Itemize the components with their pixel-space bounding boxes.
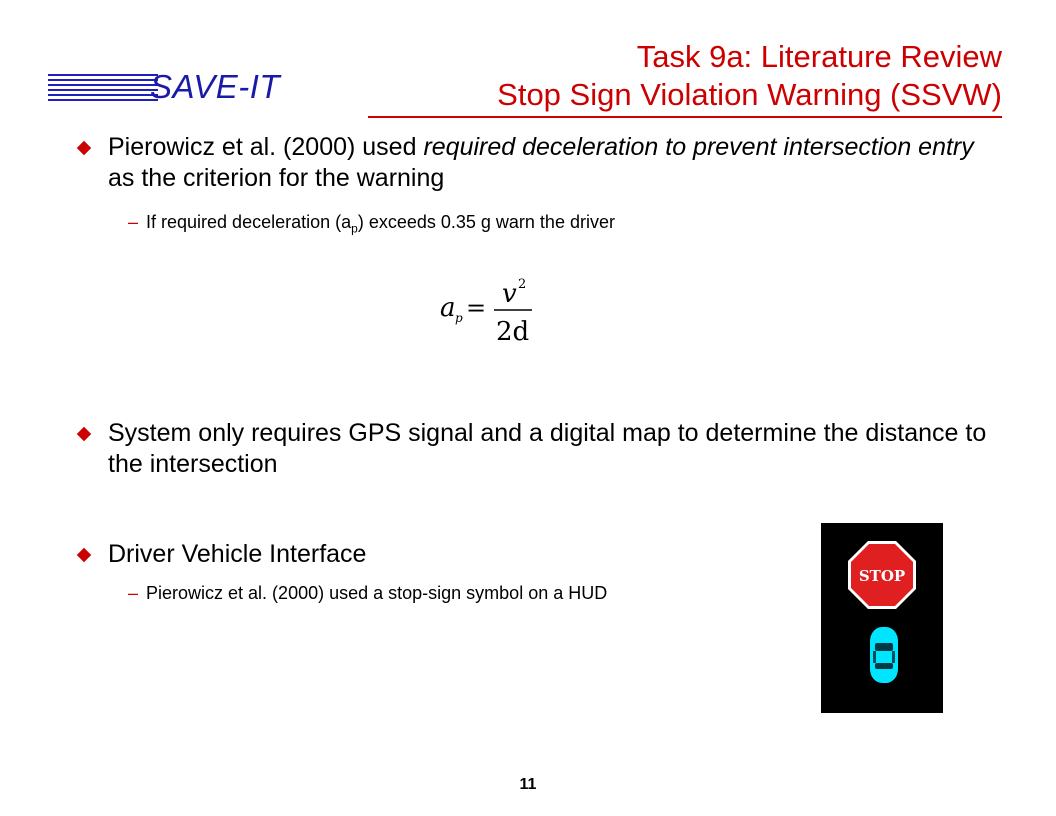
hud-graphic — [821, 523, 943, 713]
car-icon — [870, 627, 898, 683]
bullet-1-text — [108, 132, 978, 194]
subbullet-1 — [128, 212, 615, 236]
title-line-2: Stop Sign Violation Warning (SSVW) — [497, 77, 1002, 112]
bullet-diamond-icon — [77, 427, 91, 441]
dash-icon: – — [128, 212, 139, 232]
bullet-diamond-icon — [77, 548, 91, 562]
logo-speed-lines — [48, 74, 158, 104]
slide-title — [497, 38, 1002, 114]
subbullet-1-suffix: ) exceeds 0.35 g warn the driver — [357, 212, 615, 232]
formula-equals: = — [466, 294, 487, 322]
title-underline — [368, 116, 1002, 118]
stop-sign-text: STOP — [858, 567, 906, 585]
formula-lhs: a — [440, 293, 456, 323]
dash-icon: – — [128, 583, 139, 603]
deceleration-formula — [440, 274, 550, 350]
title-line-1: Task 9a: Literature Review — [636, 39, 1002, 74]
subbullet-1-text — [146, 212, 615, 236]
subbullet-2-text: Pierowicz et al. (2000) used a stop-sign symbol on a HUD — [146, 583, 608, 603]
formula-denominator: 2d — [496, 317, 530, 347]
hud-stop-sign-image — [821, 523, 943, 713]
bullet-3 — [78, 539, 778, 570]
bullet-2-text: System only requires GPS signal and a digital map to determine the distance to the intersection — [108, 419, 987, 478]
bullet-3-text: Driver Vehicle Interface — [108, 540, 367, 568]
formula-numerator: v — [502, 279, 517, 309]
subbullet-1-subscript: p — [351, 221, 358, 236]
bullet-diamond-icon — [77, 141, 91, 155]
save-it-logo — [48, 66, 308, 110]
bullet-2 — [78, 418, 1008, 480]
subbullet-2 — [128, 583, 607, 604]
formula-exponent: 2 — [518, 277, 527, 292]
bullet-1 — [78, 132, 978, 194]
bullet-1-suffix: as the criterion for the warning — [108, 164, 445, 192]
logo-text: SAVE-IT — [150, 68, 281, 105]
subbullet-1-prefix: If required deceleration (a — [146, 212, 352, 232]
bullet-1-prefix: Pierowicz et al. (2000) used — [108, 133, 424, 161]
formula-lhs-sub: p — [455, 311, 463, 325]
page-number: 11 — [519, 776, 537, 793]
bullet-1-italic: required deceleration to prevent intersection entry — [423, 133, 974, 161]
